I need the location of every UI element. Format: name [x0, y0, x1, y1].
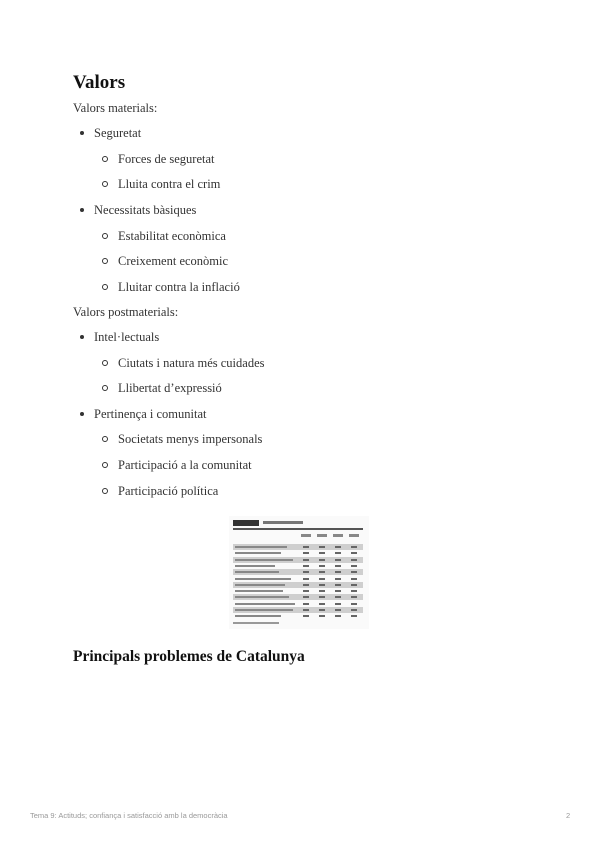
table-image-row — [233, 582, 363, 588]
bullet-icon — [80, 335, 84, 339]
table-image-row — [233, 563, 363, 569]
bullet-circle-icon — [102, 462, 108, 468]
table-image-row — [233, 550, 363, 556]
table-image-row — [233, 607, 363, 613]
table-image-row — [233, 576, 363, 582]
postmaterial-values-intro: Valors postmaterials: — [73, 305, 179, 319]
bullet-circle-icon — [102, 488, 108, 494]
table-image-row — [233, 557, 363, 563]
table-image-row — [233, 544, 363, 550]
list-item-level1: Seguretat — [80, 126, 141, 141]
table-image-row — [233, 588, 363, 594]
table-image-subtitle — [233, 528, 363, 530]
list-item-level2: Llibertat d’expressió — [102, 381, 222, 396]
section-heading-problems: Principals problemes de Catalunya — [73, 648, 305, 665]
table-image-header — [299, 534, 363, 542]
list-item-level2: Lluitar contra la inflació — [102, 280, 240, 295]
table-image-source — [233, 622, 279, 624]
list-item-level2: Ciutats i natura més cuidades — [102, 356, 265, 371]
bullet-icon — [80, 412, 84, 416]
bullet-circle-icon — [102, 284, 108, 290]
table-image-row — [233, 613, 363, 619]
list-item-level2: Forces de seguretat — [102, 152, 215, 167]
list-item-level2: Lluita contra el crim — [102, 177, 220, 192]
list-item-level2: Participació a la comunitat — [102, 458, 252, 473]
list-item-level2: Societats menys impersonals — [102, 432, 262, 447]
list-item-level2: Participació política — [102, 484, 218, 499]
bullet-circle-icon — [102, 233, 108, 239]
list-item-level1: Intel·lectuals — [80, 330, 159, 345]
list-item-level1: Necessitats bàsiques — [80, 203, 196, 218]
bullet-circle-icon — [102, 360, 108, 366]
bullet-circle-icon — [102, 436, 108, 442]
table-image-row — [233, 594, 363, 600]
bullet-circle-icon — [102, 181, 108, 187]
footer-text: Tema 9: Actituds; confiança i satisfacció amb la democràcia — [30, 811, 228, 820]
section-heading-valors: Valors — [73, 72, 126, 93]
values-table-image — [229, 516, 369, 629]
bullet-circle-icon — [102, 156, 108, 162]
table-image-row — [233, 569, 363, 575]
list-item-level2: Creixement econòmic — [102, 254, 228, 269]
bullet-icon — [80, 208, 84, 212]
page-number: 2 — [566, 811, 571, 820]
bullet-circle-icon — [102, 385, 108, 391]
material-values-intro: Valors materials: — [73, 101, 158, 115]
table-image-title — [233, 520, 365, 526]
list-item-level1: Pertinença i comunitat — [80, 407, 206, 422]
bullet-icon — [80, 131, 84, 135]
list-item-level2: Estabilitat econòmica — [102, 229, 226, 244]
table-image-row — [233, 601, 363, 607]
bullet-circle-icon — [102, 258, 108, 264]
